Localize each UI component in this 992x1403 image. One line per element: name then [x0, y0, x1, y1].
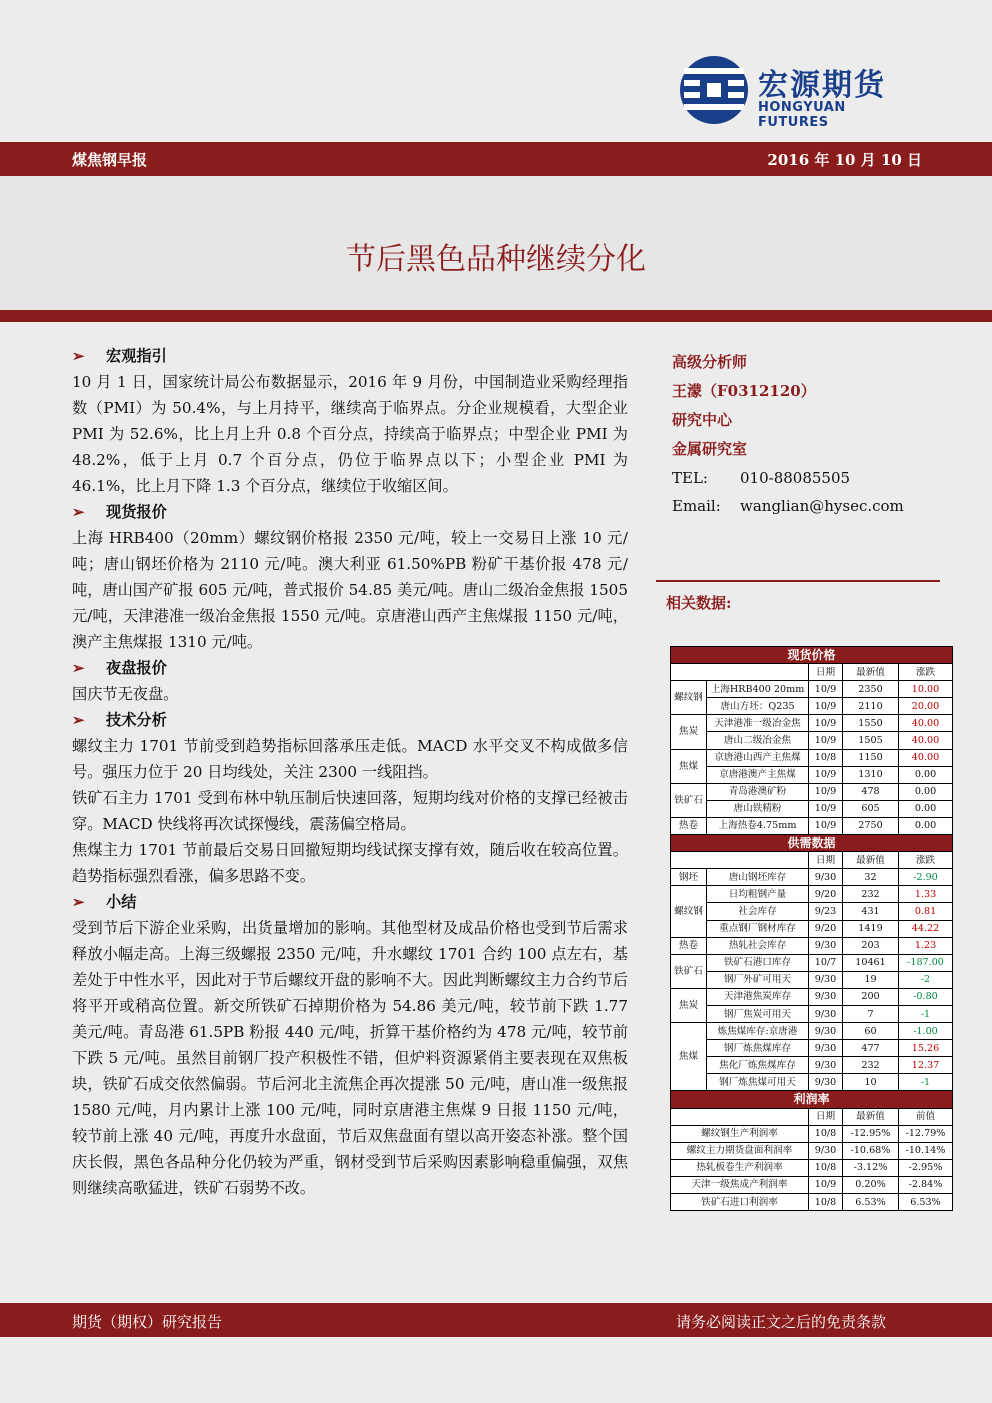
bullet-arrow-icon: ➢: [72, 893, 85, 911]
row-name: 唐山铁精粉: [707, 800, 809, 817]
row-change: 1.23: [899, 937, 953, 954]
section-heading: [72, 343, 628, 369]
row-date: 10/7: [809, 954, 843, 971]
footer-bar: [0, 1303, 992, 1337]
section-paragraph: 焦煤主力 1701 节前最后交易日回撤短期均线试探支撑有效，随后收在较高位置。趋势指标强烈看涨，偏多思路不变。: [72, 841, 628, 885]
row-value: 2110: [843, 698, 899, 715]
section-paragraph: 铁矿石主力 1701 受到布林中轨压制后快速回落，短期均线对价格的支撑已经被击穿。MACD 快线将再次试探慢线，震荡偏空格局。: [72, 789, 628, 833]
row-value: 605: [843, 800, 899, 817]
column-header: 最新值: [843, 1108, 899, 1125]
row-name: 钢厂焦炭可用天: [707, 1005, 809, 1022]
row-date: 10/8: [809, 1125, 843, 1142]
row-value: 60: [843, 1023, 899, 1040]
table-row: [671, 800, 953, 817]
row-change: -1: [899, 1074, 953, 1091]
table-section-title: 现货价格: [671, 647, 953, 664]
row-category: 铁矿石: [671, 783, 707, 817]
row-change: 1.33: [899, 886, 953, 903]
row-value: 1419: [843, 920, 899, 937]
row-date: 9/23: [809, 903, 843, 920]
table-row: [671, 1057, 953, 1074]
section-heading: [72, 707, 628, 733]
row-name: 天津一级焦成产利润率: [671, 1176, 809, 1193]
table-row: [671, 698, 953, 715]
section-heading: [72, 655, 628, 681]
row-change: -1: [899, 1005, 953, 1022]
row-date: 10/8: [809, 1159, 843, 1176]
row-category: 焦炭: [671, 715, 707, 749]
row-date: 10/9: [809, 766, 843, 783]
row-date: 9/20: [809, 886, 843, 903]
row-change: -0.80: [899, 988, 953, 1005]
row-change: -10.14%: [899, 1142, 953, 1159]
bullet-arrow-icon: ➢: [72, 711, 85, 729]
row-date: 9/30: [809, 1142, 843, 1159]
row-category: 焦炭: [671, 988, 707, 1022]
email-row: [672, 492, 942, 520]
table-section-title: 供需数据: [671, 835, 953, 852]
report-date: 2016 年 10 月 10 日: [767, 151, 922, 169]
row-value: 203: [843, 937, 899, 954]
row-value: -12.95%: [843, 1125, 899, 1142]
row-date: 10/9: [809, 783, 843, 800]
table-column-header: [671, 852, 953, 869]
row-name: 焦化厂炼焦煤库存: [707, 1057, 809, 1074]
table-row: [671, 1040, 953, 1057]
row-date: 9/30: [809, 1074, 843, 1091]
row-change: -2.95%: [899, 1159, 953, 1176]
main-content: [72, 343, 628, 1201]
row-change: -1.00: [899, 1023, 953, 1040]
email-label: Email:: [672, 497, 721, 515]
row-date: 10/9: [809, 715, 843, 732]
tel-row: [672, 464, 942, 492]
row-name: 钢厂炼焦煤库存: [707, 1040, 809, 1057]
row-value: 0.20%: [843, 1176, 899, 1193]
row-name: 社会库存: [707, 903, 809, 920]
section-heading: [72, 499, 628, 525]
table-row: [671, 903, 953, 920]
row-date: 9/30: [809, 988, 843, 1005]
column-header: 涨跌: [899, 664, 953, 681]
row-value: 2350: [843, 681, 899, 698]
row-name: 唐山二级冶金焦: [707, 732, 809, 749]
sidebar-divider: [656, 580, 940, 582]
tel-label: TEL:: [672, 469, 708, 487]
row-name: 天津港焦炭库存: [707, 988, 809, 1005]
table-row: [671, 937, 953, 954]
row-value: 1505: [843, 732, 899, 749]
table-row: [671, 954, 953, 971]
table-section-header: [671, 1091, 953, 1108]
row-category: 焦煤: [671, 749, 707, 783]
market-data-table: [670, 646, 953, 1211]
row-name: 天津港准一级冶金焦: [707, 715, 809, 732]
row-change: 0.00: [899, 766, 953, 783]
column-header: 最新值: [843, 852, 899, 869]
row-name: 京唐港山西产主焦煤: [707, 749, 809, 766]
header-blank: [671, 852, 809, 869]
row-change: 10.00: [899, 681, 953, 698]
column-header: 涨跌: [899, 852, 953, 869]
row-value: -3.12%: [843, 1159, 899, 1176]
table-row: [671, 766, 953, 783]
row-category: 焦煤: [671, 1023, 707, 1091]
research-dept: 金属研究室: [672, 440, 748, 458]
table-row: [671, 783, 953, 800]
row-change: -2: [899, 971, 953, 988]
row-name: 热轧社会库存: [707, 937, 809, 954]
row-date: 9/30: [809, 869, 843, 886]
section-title: 宏观指引: [106, 347, 167, 365]
row-date: 9/30: [809, 1057, 843, 1074]
table-row: [671, 681, 953, 698]
table-row: [671, 886, 953, 903]
row-value: 1150: [843, 749, 899, 766]
row-value: 10461: [843, 954, 899, 971]
row-change: 6.53%: [899, 1194, 953, 1211]
row-value: 478: [843, 783, 899, 800]
table-row: [671, 920, 953, 937]
row-name: 唐山方坯：Q235: [707, 698, 809, 715]
row-change: -187.00: [899, 954, 953, 971]
column-header: 日期: [809, 664, 843, 681]
report-type: 煤焦钢早报: [72, 151, 148, 169]
table-row: [671, 1125, 953, 1142]
column-header: 最新值: [843, 664, 899, 681]
row-change: 40.00: [899, 749, 953, 766]
logo-mark-icon: [678, 54, 750, 126]
row-date: 9/20: [809, 920, 843, 937]
table-section-header: [671, 835, 953, 852]
row-value: 10: [843, 1074, 899, 1091]
logo-text-en: HONGYUAN FUTURES: [758, 100, 846, 130]
row-change: -2.84%: [899, 1176, 953, 1193]
email-value[interactable]: wanglian@hysec.com: [740, 497, 904, 515]
row-change: 0.00: [899, 800, 953, 817]
section-paragraph: 国庆节无夜盘。: [72, 685, 179, 703]
row-date: 10/9: [809, 1176, 843, 1193]
row-category: 热卷: [671, 817, 707, 834]
section-paragraph: 螺纹主力 1701 节前受到趋势指标回落承压走低。MACD 水平交叉不构成做多信号。强压力位于 20 日均线处，关注 2300 一线阻挡。: [72, 737, 628, 781]
row-date: 10/9: [809, 800, 843, 817]
row-category: 钢坯: [671, 869, 707, 886]
row-date: 9/30: [809, 1005, 843, 1022]
table-row: [671, 817, 953, 834]
section-paragraph: 10 月 1 日，国家统计局公布数据显示，2016 年 9 月份，中国制造业采购经理指数（PMI）为 50.4%，与上月持平，继续高于临界点。分企业规模看，大型企业 PMI 为 52.6%，比上月上升 0.8 个百分点，持续高于临界点；中型企业 PMI 为 48.2%，低于上月 0.7 个百分点，仍位于临界点以下；小型企业 PMI 为 46.1%，比上月下降 1.3 个百分点，继续位于收缩区间。: [72, 373, 628, 495]
table-row: [671, 749, 953, 766]
table-row: [671, 869, 953, 886]
row-name: 重点钢厂钢材库存: [707, 920, 809, 937]
tel-value: 010-88085505: [740, 469, 851, 487]
section-title: 现货报价: [106, 503, 167, 521]
table-row: [671, 1023, 953, 1040]
row-change: 0.00: [899, 783, 953, 800]
disclaimer-notice: 请务必阅读正文之后的免责条款: [675, 1313, 886, 1331]
footer-report-type: 期货（期权）研究报告: [72, 1313, 223, 1331]
row-name: 唐山钢坯库存: [707, 869, 809, 886]
section-title: 技术分析: [106, 711, 167, 729]
row-name: 炼焦煤库存:京唐港: [707, 1023, 809, 1040]
title-divider: [0, 310, 992, 322]
row-date: 10/8: [809, 1194, 843, 1211]
table-column-header: [671, 664, 953, 681]
row-value: 232: [843, 886, 899, 903]
row-value: 431: [843, 903, 899, 920]
table-row: [671, 1142, 953, 1159]
section-heading: [72, 889, 628, 915]
row-date: 9/30: [809, 1040, 843, 1057]
research-center: 研究中心: [672, 411, 733, 429]
row-change: 0.00: [899, 817, 953, 834]
table-section-title: 利润率: [671, 1091, 953, 1108]
column-header: 日期: [809, 852, 843, 869]
row-change: 40.00: [899, 715, 953, 732]
row-value: 1310: [843, 766, 899, 783]
row-change: -2.90: [899, 869, 953, 886]
company-logo: [678, 54, 918, 130]
table-row: [671, 971, 953, 988]
row-date: 10/9: [809, 681, 843, 698]
header-bar: [0, 142, 992, 176]
header-blank: [671, 664, 809, 681]
row-name: 铁矿石进口利润率: [671, 1194, 809, 1211]
row-date: 9/30: [809, 937, 843, 954]
row-date: 10/9: [809, 698, 843, 715]
row-change: 20.00: [899, 698, 953, 715]
row-value: -10.68%: [843, 1142, 899, 1159]
row-category: 热卷: [671, 937, 707, 954]
row-name: 上海热卷4.75mm: [707, 817, 809, 834]
row-value: 19: [843, 971, 899, 988]
row-name: 青岛港澳矿粉: [707, 783, 809, 800]
row-value: 2750: [843, 817, 899, 834]
table-row: [671, 732, 953, 749]
row-date: 9/30: [809, 1023, 843, 1040]
row-value: 200: [843, 988, 899, 1005]
row-date: 9/30: [809, 971, 843, 988]
row-date: 10/9: [809, 817, 843, 834]
row-name: 上海HRB400 20mm: [707, 681, 809, 698]
analyst-role: 高级分析师: [672, 353, 748, 371]
row-name: 京唐港澳产主焦煤: [707, 766, 809, 783]
row-date: 10/8: [809, 749, 843, 766]
row-name: 钢厂炼焦煤可用天: [707, 1074, 809, 1091]
row-value: 6.53%: [843, 1194, 899, 1211]
row-name: 热轧板卷生产利润率: [671, 1159, 809, 1176]
row-change: 15.26: [899, 1040, 953, 1057]
row-name: 铁矿石港口库存: [707, 954, 809, 971]
row-name: 钢厂外矿可用天: [707, 971, 809, 988]
row-change: -12.79%: [899, 1125, 953, 1142]
analyst-sidebar: [672, 348, 942, 520]
row-value: 32: [843, 869, 899, 886]
row-value: 232: [843, 1057, 899, 1074]
row-name: 螺纹钢生产利润率: [671, 1125, 809, 1142]
analyst-name: 王濛（F0312120）: [672, 382, 816, 400]
row-change: 44.22: [899, 920, 953, 937]
row-change: 12.37: [899, 1057, 953, 1074]
header-blank: [671, 1108, 809, 1125]
section-title: 小结: [106, 893, 137, 911]
table-row: [671, 1194, 953, 1211]
section-title: 夜盘报价: [106, 659, 167, 677]
row-value: 1550: [843, 715, 899, 732]
row-name: 螺纹主力期货盘面利润率: [671, 1142, 809, 1159]
bullet-arrow-icon: ➢: [72, 347, 85, 365]
column-header: 日期: [809, 1108, 843, 1125]
table-row: [671, 988, 953, 1005]
table-row: [671, 1074, 953, 1091]
bullet-arrow-icon: ➢: [72, 503, 85, 521]
row-category: 螺纹钢: [671, 886, 707, 937]
bullet-arrow-icon: ➢: [72, 659, 85, 677]
table-section-header: [671, 647, 953, 664]
related-data-label: 相关数据:: [666, 594, 732, 612]
column-header: 前值: [899, 1108, 953, 1125]
section-paragraph: 受到节后下游企业采购，出货量增加的影响。其他型材及成品价格也受到节后需求释放小幅走高。上海三级螺报 2350 元/吨，升水螺纹 1701 合约 100 点左右，基差处于中性水平，因此对于节后螺纹开盘的影响不大。因此判断螺纹主力合约节后将平开或稍高位置。新交所铁矿石掉期价格为 54.86 美元/吨，较节前下跌 1.77 美元/吨。青岛港 61.5PB 粉报 440 元/吨，折算干基价格约为 478 元/吨，较节前下跌 5 元/吨。虽然目前钢厂投产积极性不错，但炉料资源紧俏主要表现在双焦板块，铁矿石成交依然偏弱。节后河北主流焦企再次提涨 50 元/吨，唐山准一级焦报 1580 元/吨，月内累计上涨 100 元/吨，同时京唐港主焦煤 9 日报 1150 元/吨，较节前上涨 40 元/吨，再度升水盘面，节后双焦盘面有望以高开姿态补涨。整个国庆长假，黑色各品种分化仍较为严重，钢材受到节后采购因素影响稳重偏强，双焦则继续高歌猛进，铁矿石弱势不改。: [72, 919, 628, 1197]
table-row: [671, 715, 953, 732]
table-column-header: [671, 1108, 953, 1125]
row-category: 铁矿石: [671, 954, 707, 988]
table-row: [671, 1159, 953, 1176]
row-date: 10/9: [809, 732, 843, 749]
row-value: 477: [843, 1040, 899, 1057]
row-change: 0.81: [899, 903, 953, 920]
logo-text-cn: 宏源期货: [758, 68, 886, 103]
row-name: 日均粗钢产量: [707, 886, 809, 903]
row-value: 7: [843, 1005, 899, 1022]
page-title: 节后黑色品种继续分化: [346, 242, 646, 277]
row-change: 40.00: [899, 732, 953, 749]
section-paragraph: 上海 HRB400（20mm）螺纹钢价格报 2350 元/吨，较上一交易日上涨 10 元/吨；唐山钢坯价格为 2110 元/吨。澳大利亚 61.50%PB 粉矿干基价报 478 元/吨，唐山国产矿报 605 元/吨，普式报价 54.85 美元/吨。唐山二级冶金焦报 1505 元/吨，天津港准一级冶金焦报 1550 元/吨。京唐港山西产主焦煤报 1150 元/吨，澳产主焦煤报 1310 元/吨。: [72, 529, 628, 651]
table-row: [671, 1176, 953, 1193]
row-category: 螺纹钢: [671, 681, 707, 715]
table-row: [671, 1005, 953, 1022]
